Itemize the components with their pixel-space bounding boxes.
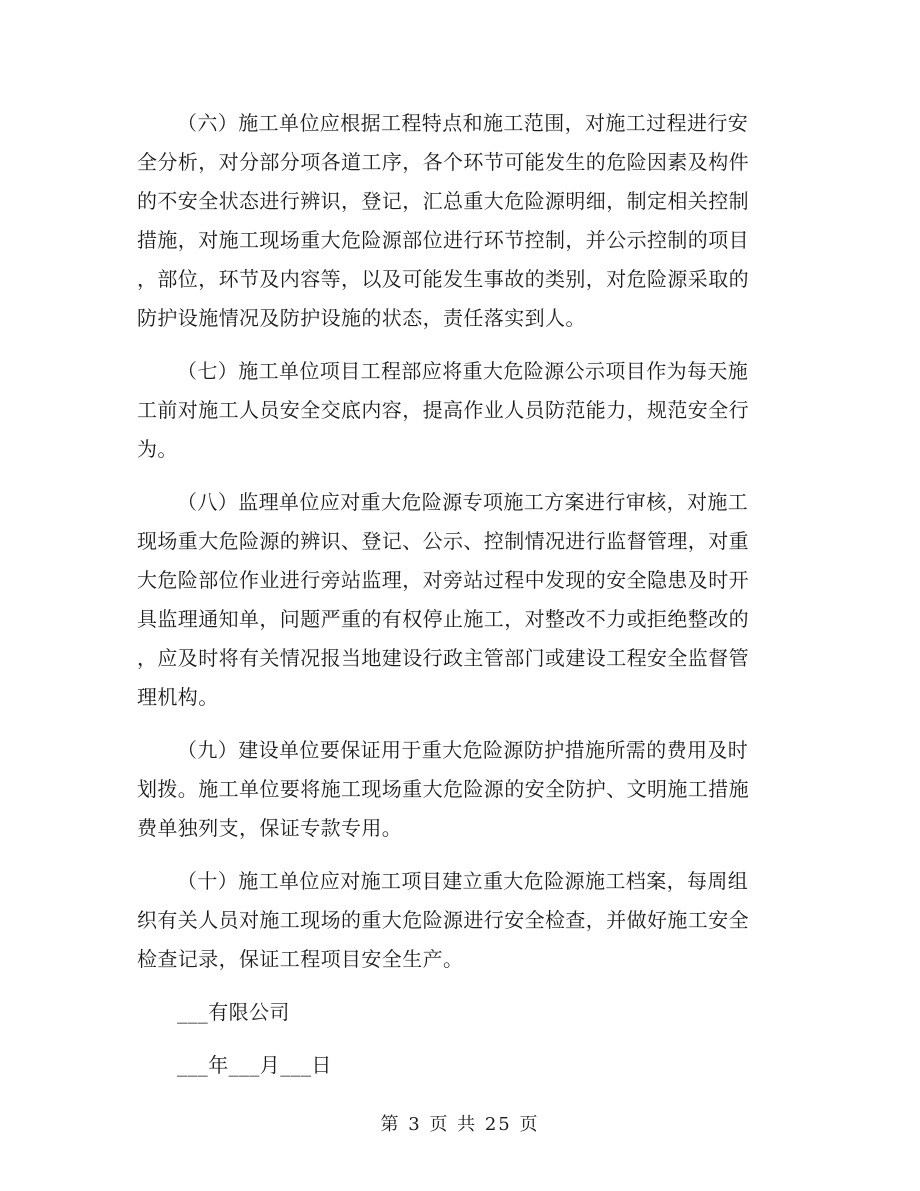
paragraph-7	[137, 352, 787, 469]
paragraph-line: 现场重大危险源的辨识、登记、公示、控制情况进行监督管理，对重	[137, 529, 749, 553]
signature-date: ___年___月___日	[177, 1053, 332, 1077]
paragraph-line: （六）施工单位应根据工程特点和施工范围，对施工过程进行安	[177, 111, 749, 135]
document-body	[137, 104, 787, 1085]
paragraph-line: 划拨。施工单位要将施工现场重大危险源的安全防护、文明施工措施	[137, 777, 749, 801]
page-number-footer: 第 3 页 共 25 页	[380, 1114, 540, 1135]
paragraph-9	[137, 731, 787, 848]
paragraph-line: ，部位，环节及内容等，以及可能发生事故的类别，对危险源采取的	[137, 267, 749, 291]
paragraph-8	[137, 483, 787, 717]
paragraph-line: 的不安全状态进行辨识，登记，汇总重大危险源明细，制定相关控制	[137, 189, 749, 213]
paragraph-line: 防护设施情况及防护设施的状态，责任落实到人。	[137, 306, 586, 330]
paragraph-line: 为。	[137, 437, 178, 461]
paragraph-6	[137, 104, 787, 338]
paragraph-line: ，应及时将有关情况报当地建设行政主管部门或建设工程安全监督管	[137, 646, 749, 670]
signature-company: ___有限公司	[177, 1000, 290, 1024]
paragraph-line: （九）建设单位要保证用于重大危险源防护措施所需的费用及时	[177, 738, 749, 762]
paragraph-line: （十）施工单位应对施工项目建立重大危险源施工档案，每周组	[177, 869, 749, 893]
paragraph-line: 工前对施工人员安全交底内容，提高作业人员防范能力，规范安全行	[137, 398, 749, 422]
paragraph-line: 全分析，对分部分项各道工序，各个环节可能发生的危险因素及构件	[137, 150, 749, 174]
paragraph-line: 费单独列支，保证专款专用。	[137, 816, 403, 840]
paragraph-line: 理机构。	[137, 685, 219, 709]
paragraph-line: （八）监理单位应对重大危险源专项施工方案进行审核，对施工	[177, 490, 749, 514]
paragraph-line: 大危险部位作业进行旁站监理，对旁站过程中发现的安全隐患及时开	[137, 568, 749, 592]
paragraph-line: （七）施工单位项目工程部应将重大危险源公示项目作为每天施	[177, 359, 749, 383]
paragraph-10	[137, 862, 787, 979]
paragraph-line: 具监理通知单，问题严重的有权停止施工，对整改不力或拒绝整改的	[137, 607, 749, 631]
paragraph-line: 措施，对施工现场重大危险源部位进行环节控制，并公示控制的项目	[137, 228, 749, 252]
paragraph-line: 检查记录，保证工程项目安全生产。	[137, 947, 464, 971]
paragraph-line: 织有关人员对施工现场的重大危险源进行安全检查，并做好施工安全	[137, 908, 749, 932]
